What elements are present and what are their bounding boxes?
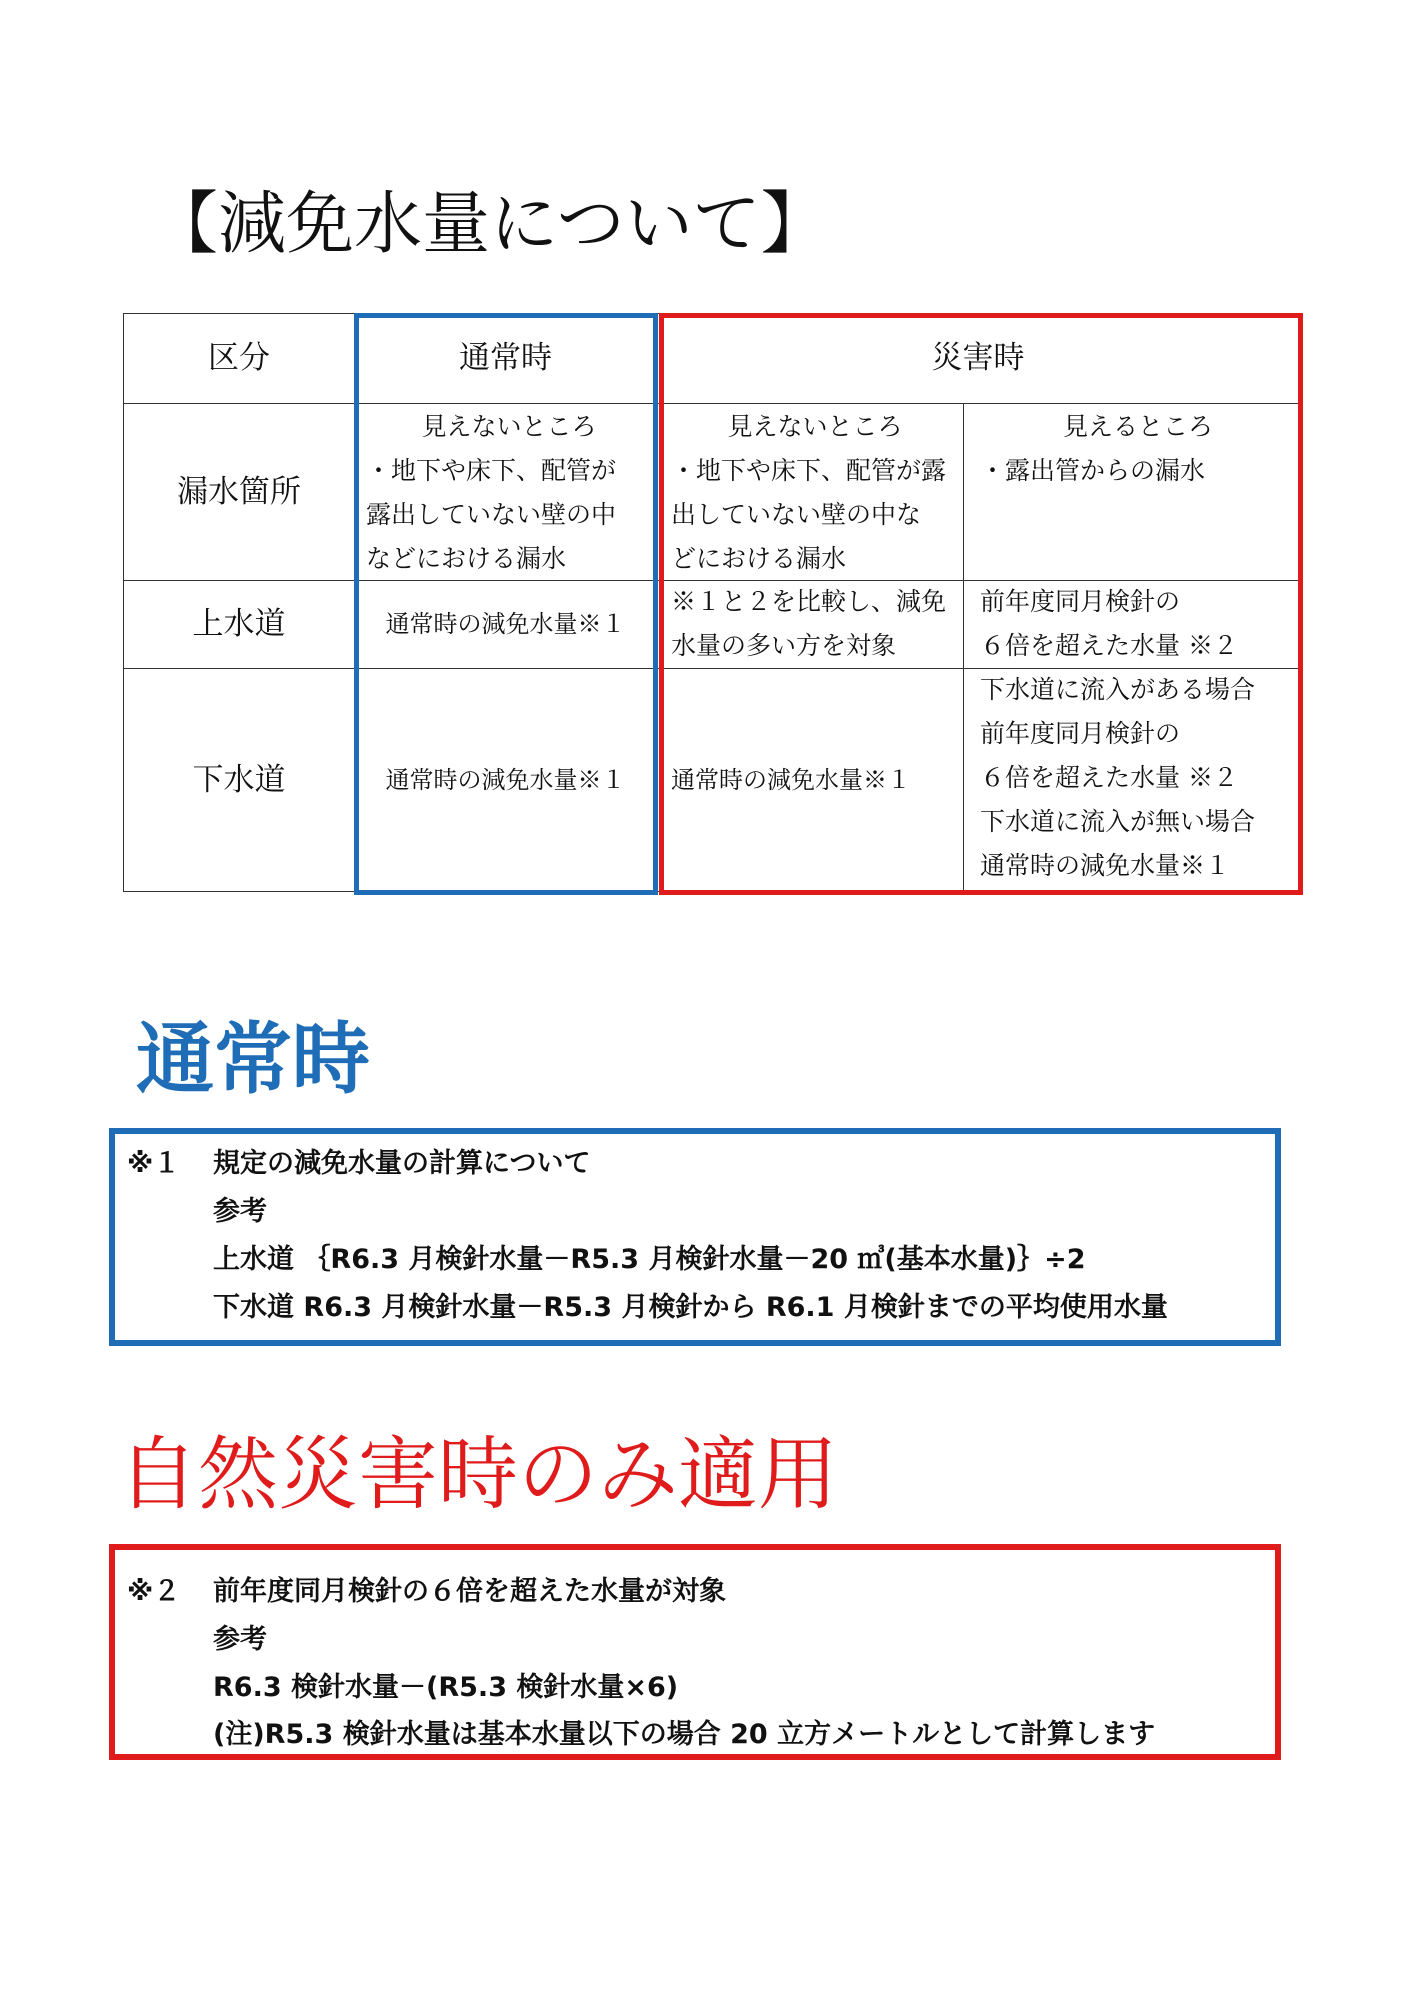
row-label-leak: 漏水箇所 — [177, 473, 301, 510]
cell-line: ６倍を超えた水量 ※２ — [980, 763, 1238, 792]
note-mark: ※１ — [127, 1148, 181, 1179]
disaster-note-box — [109, 1544, 1281, 1760]
page-title: 【減免水量について】 — [150, 185, 829, 264]
cell-line: どにおける漏水 — [671, 544, 847, 573]
cell-line: 見えないところ — [421, 412, 597, 441]
header-category: 区分 — [208, 340, 270, 376]
cell-line: 下水道に流入が無い場合 — [980, 807, 1256, 836]
disaster-column-frame — [659, 313, 1303, 895]
cell-normal-water-supply: 通常時の減免水量※１ — [385, 610, 626, 638]
cell-line: 下水道に流入がある場合 — [980, 675, 1256, 704]
disaster-section-heading: 自然災害時のみ適用 — [118, 1428, 838, 1521]
cell-disaster-hidden-sewerage: 通常時の減免水量※１ — [671, 766, 911, 794]
cell-line: などにおける漏水 — [366, 544, 567, 573]
note-line: R6.3 検針水量－(R5.3 検針水量×6) — [213, 1672, 679, 1703]
note-line: 前年度同月検針の６倍を超えた水量が対象 — [213, 1576, 726, 1607]
row-label-water-supply: 上水道 — [192, 606, 286, 642]
note-line: 参考 — [213, 1196, 267, 1227]
cell-line: ６倍を超えた水量 ※２ — [980, 631, 1238, 660]
note-line: 上水道 ｛R6.3 月検針水量－R5.3 月検針水量－20 ㎥(基本水量)｝÷2 — [213, 1244, 1086, 1275]
cell-line: ・露出管からの漏水 — [980, 456, 1206, 485]
cell-line: 通常時の減免水量※１ — [980, 851, 1231, 880]
cell-line: 露出していない壁の中 — [366, 500, 617, 529]
cell-line: 出していない壁の中な — [671, 500, 922, 529]
cell-line: 前年度同月検針の — [980, 719, 1181, 748]
note-line: 規定の減免水量の計算について — [213, 1148, 591, 1179]
note-mark: ※２ — [127, 1576, 181, 1607]
note-line: 参考 — [213, 1624, 267, 1655]
cell-normal-sewerage: 通常時の減免水量※１ — [385, 766, 626, 794]
header-normal: 通常時 — [459, 340, 552, 376]
cell-line: ・地下や床下、配管が露 — [671, 456, 947, 485]
cell-line: ※１と２を比較し、減免 — [671, 587, 947, 616]
header-disaster: 災害時 — [931, 340, 1025, 376]
cell-line: 見えないところ — [727, 412, 903, 441]
note-line: 下水道 R6.3 月検針水量－R5.3 月検針から R6.1 月検針までの平均使用水量 — [213, 1292, 1168, 1323]
cell-line: 見えるところ — [1062, 412, 1213, 441]
normal-column-frame — [354, 313, 658, 895]
cell-line: 前年度同月検針の — [980, 587, 1181, 616]
normal-section-heading: 通常時 — [136, 1015, 371, 1105]
cell-line: 水量の多い方を対象 — [671, 631, 897, 660]
cell-line: ・地下や床下、配管が — [366, 456, 617, 485]
normal-note-box — [109, 1128, 1281, 1346]
row-label-sewerage: 下水道 — [192, 762, 286, 798]
note-line: (注)R5.3 検針水量は基本水量以下の場合 20 立方メートルとして計算します — [213, 1719, 1156, 1750]
